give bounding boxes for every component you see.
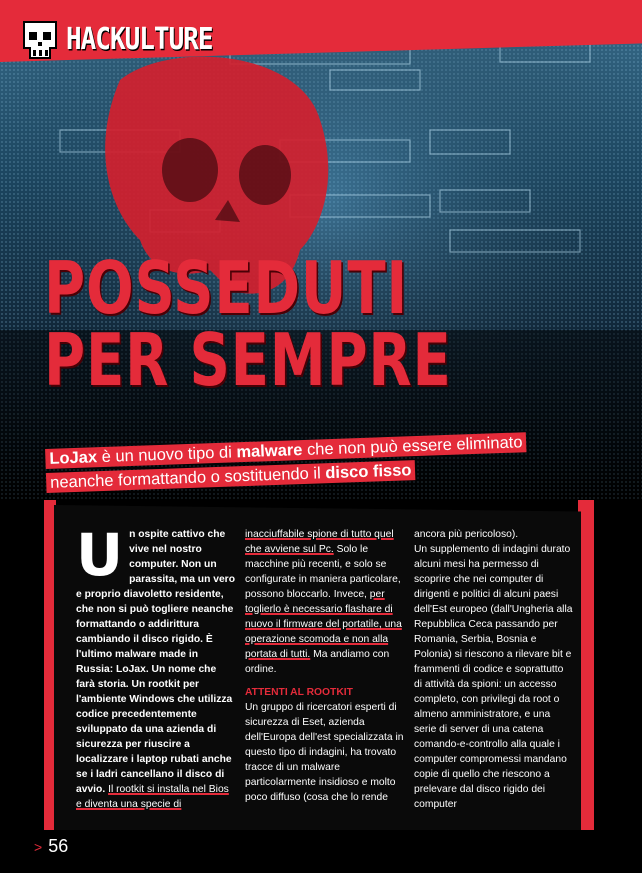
headline	[44, 246, 452, 402]
page-number	[34, 836, 68, 857]
subtitle-malware: malware	[236, 441, 303, 462]
headline-line-2: PER SEMPRE	[44, 318, 452, 402]
section-heading: ATTENTI AL ROOTKIT	[245, 687, 353, 698]
article-link-2[interactable]: inacciuffabile spione di tutto quel che avviene sul Pc.	[245, 529, 394, 555]
page-arrow-icon: >	[34, 839, 43, 855]
subtitle-lojax: LoJax	[49, 448, 98, 468]
article-text-2c: Un gruppo di ricercatori esperti di sicurezza di Eset, azienda dell'Europa dell'est specializzata in questo tipo di indagini, ha trovato tracce di un malware particolarmente insidioso e molto poco diffuso (cosa che lo rende	[245, 702, 404, 803]
subtitle-text-2: che non può essere eliminato neanche formattando o sostituendo il	[49, 433, 523, 492]
article-text-2b: Ma andiamo con ordine.	[245, 649, 390, 675]
page-number-value: 56	[48, 836, 69, 856]
article-text-2a: Solo le macchine più recenti, e solo se configurate in maniera particolare, possono bloccarlo. Invece,	[245, 544, 401, 600]
article-lead: n ospite cattivo che vive nel nostro computer. Non un parassita, ma un vero e proprio diavoletto residente, che non si può togliere neanche formattando o addirittura cambiando il disco rigido. È l'ultimo malware made in Russia: LoJax. Un nome che farà storia. Un rootkit per l'ambiente Windows che utilizza codice precedentemente sviluppato da una azienda di sicurezza per riuscire a localizzare i laptop rubati anche se i ladri cancellano il disco di avvio.	[76, 529, 235, 795]
article-text-3a: ancora più pericoloso).	[414, 529, 519, 540]
dropcap: U	[76, 521, 124, 589]
brand-name: HACKULTURE	[66, 22, 213, 58]
article-column-2	[245, 527, 405, 805]
article-text-3b: Un supplemento di indagini durato alcuni mesi ha permesso di scoprire che nei computer di dirigenti e politici di alcuni paesi dell'Est europeo (dall'Ungheria alla Repubblica Ceca passando per Romania, Serbia, Bosnia e Polonia) si riescono a rilevare bit e frammenti di codice e soprattutto di attività da spioni: un accesso completo, con privilegi da root o almeno amministratore, e una serie di server di una catena comando-e-controllo alla quale i computer compromessi mandano copie di quello che riescono a prelevare dal disco rigido dei computer	[414, 544, 573, 810]
article-column-1	[76, 521, 236, 812]
subtitle-text-1: è un nuovo tipo di	[96, 443, 237, 467]
subtitle-disco: disco fisso	[324, 461, 412, 483]
article-link-1[interactable]: Il rootkit si installa nel Bios e diventa una specie di	[76, 784, 229, 810]
skull-icon	[18, 18, 62, 62]
article-column-3	[414, 527, 574, 812]
headline-line-1: POSSEDUTI	[44, 246, 409, 330]
article-link-3[interactable]: per toglierlo è necessario flashare di nuovo il firmware del portatile, una operazione scomoda e non alla portata di tutti.	[245, 589, 402, 660]
brand-logo	[18, 18, 213, 62]
